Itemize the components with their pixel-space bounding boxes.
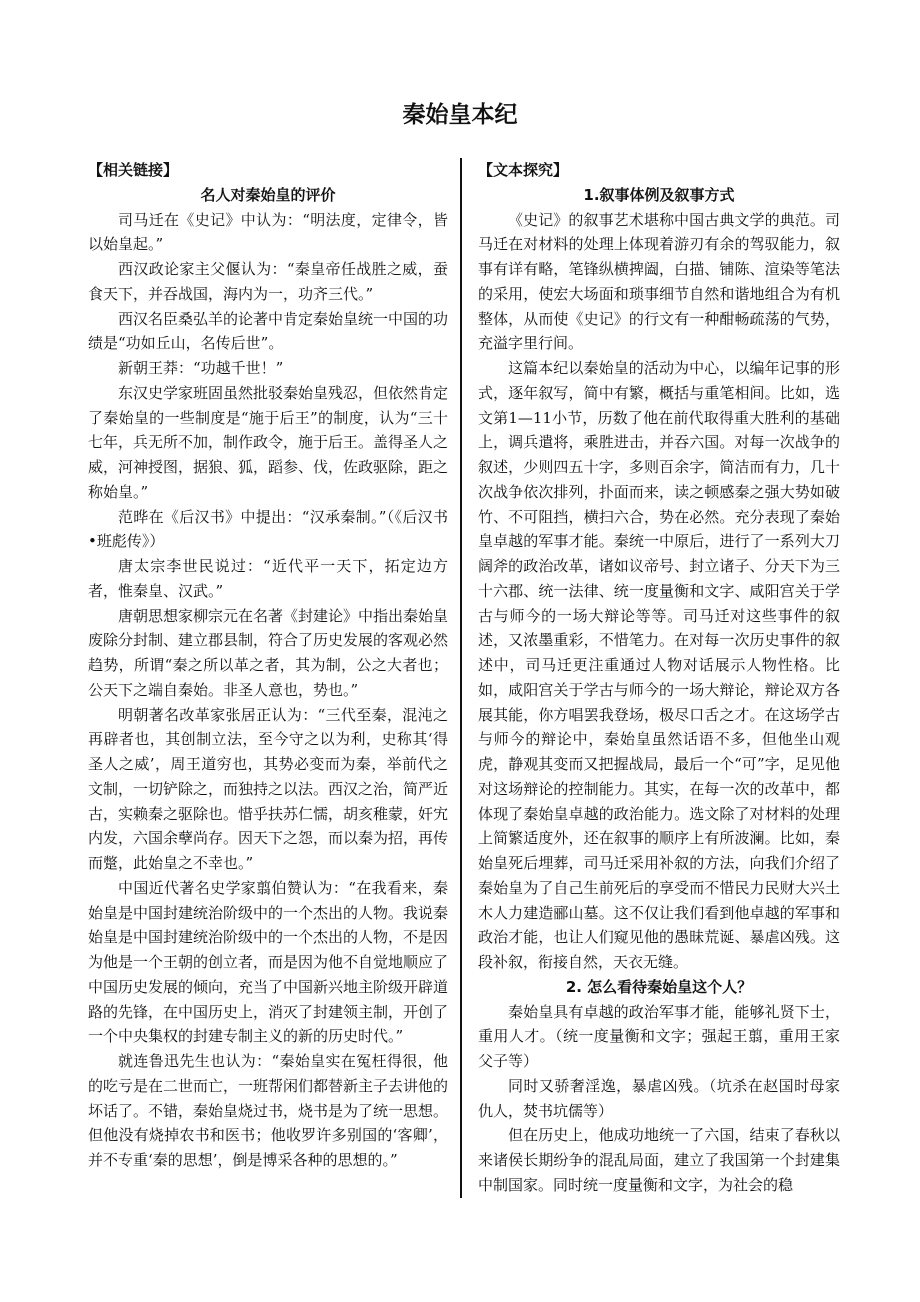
paragraph: 明朝著名改革家张居正认为：“三代至秦，混沌之再辟者也，其创制立法，至今守之以为利，史称其‘得圣人之威’，周王道穷也，其势必变而为秦，举前代之文制，一切铲除之，而独持之以法。西汉之治，简严近古，实赖秦之驱除也。惜乎扶苏仁懦，胡亥稚蒙，奸宄内发，六国余孽尚存。因天下之怨，而以秦为招，再传而蹩，此始皇之不幸也。” xyxy=(88,705,449,872)
page-title: 秦始皇本纪 xyxy=(402,102,518,128)
paragraph: 唐太宗李世民说过：“近代平一天下，拓定边方者，惟秦皇、汉武。” xyxy=(88,557,448,600)
paragraph: 西汉名臣桑弘羊的论著中肯定秦始皇统一中国的功绩是“功如丘山，名传后世”。 xyxy=(88,309,449,353)
paragraph: 东汉史学家班固虽然批驳秦始皇残忍，但依然肯定了秦始皇的一些制度是“施于后王”的制度，认为“三十七年，兵无所不加，制作政令，施于后王。盖得圣人之威，河神授图，据狼、狐，蹈参、伐，佐政驱除，距之称始皇。” xyxy=(88,383,449,501)
column-divider xyxy=(460,158,462,1198)
subheading-how-to-view: 2. 怎么看待秦始皇这个人？ xyxy=(565,977,753,996)
left-column xyxy=(88,158,448,1173)
subheading-evaluations: 名人对秦始皇的评价 xyxy=(200,185,336,204)
paragraph: 新朝王莽：“功越千世！” xyxy=(118,359,284,377)
section-heading-related-links: 【相关链接】 xyxy=(88,161,179,179)
paragraph: 西汉政论家主父偃认为：“秦皇帝任战胜之威，蚕食天下，并吞战国，海内为一，功齐三代。” xyxy=(88,260,448,303)
paragraph: 司马迁在《史记》中认为：“明法度，定律令，皆以始皇起。” xyxy=(88,210,448,254)
paragraph: 但在历史上，他成功地统一了六国，结束了春秋以来诸侯长期纷争的混乱局面，建立了我国第一个封建集中制国家。同时统一度量衡和文字，为社会的稳 xyxy=(478,1126,840,1194)
paragraph: 唐朝思想家柳宗元在名著《封建论》中指出秦始皇废除分封制、建立郡县制，符合了历史发展的客观必然趋势，所谓“秦之所以革之者，其为制，公之大者也；公天下之端自秦始。非圣人意也，势也。” xyxy=(88,606,449,699)
paragraph: 中国近代著名史学家翦伯赞认为：“在我看来，秦始皇是中国封建统治阶级中的一个杰出的人物。我说秦始皇是中国封建统治阶级中的一个杰出的人物，不是因为他是一个王朝的创立者，而是因为他不自觉地顺应了中国历史发展的倾向，充当了中国新兴地主阶级开辟道路的先锋，在中国历史上，消灭了封建领主制，开创了一个中央集权的封建专制主义的新的历史时代。” xyxy=(88,878,449,1046)
subheading-narrative-style: 1.叙事体例及叙事方式 xyxy=(583,185,735,204)
section-heading-text-inquiry: 【文本探究】 xyxy=(478,161,569,179)
paragraph: 就连鲁迅先生也认为：“秦始皇实在冤枉得很，他的吃亏是在二世而亡，一班帮闲们都替新主子去讲他的坏话了。不错，秦始皇烧过书，烧书是为了统一思想。但他没有烧掉农书和医书；他收罗许多别国的‘客卿’，并不专重‘秦的思想’，倒是博采各种的思想的。” xyxy=(88,1052,449,1169)
paragraph: 范晔在《后汉书》中提出：“汉承秦制。”（《后汉书•班彪传》） xyxy=(88,507,448,551)
right-column xyxy=(478,158,840,1198)
paragraph: 《史记》的叙事艺术堪称中国古典文学的典范。司马迁在对材料的处理上体现着游刃有余的驾驭能力，叙事有详有略，笔锋纵横捭阖，白描、铺陈、渲染等笔法的采用，使宏大场面和琐事细节自然和谐地组合为有机整体，从而使《史记》的行文有一种酣畅疏荡的气势，充溢字里行间。 xyxy=(478,210,840,353)
paragraph: 这篇本纪以秦始皇的活动为中心，以编年记事的形式，逐年叙写，简中有繁，概括与重笔相间。比如，选文第1—11小节，历数了他在前代取得重大胜利的基础上，调兵遣将，乘胜进击，并吞六国。对每一次战争的叙述，少则四五十字，多则百余字，简洁而有力，几十次战争依次排列，扑面而来，读之顿感秦之强大势如破竹、不可阻挡，横扫六合，势在必然。充分表现了秦始皇卓越的军事才能。秦统一中原后，进行了一系列大刀阔斧的政治改革，诸如议帝号、封立诸子、分天下为三十六郡、统一法律、统一度量衡和文字、咸阳宫关于学古与师今的一场大辩论等等。司马迁对这些事件的叙述，又浓墨重彩，不惜笔力。在对每一次历史事件的叙述中，司马迁更注重通过人物对话展示人物性格。比如，咸阳宫关于学古与师今的一场大辩论，辩论双方各展其能，你方唱罢我登场，极尽口舌之才。在这场学古与师今的辩论中，秦始皇虽然话语不多，但他坐山观虎，静观其变而又把握战局，最后一个“可”字，足见他对这场辩论的控制能力。其实，在每一次的改革中，都体现了秦始皇卓越的政治能力。选文除了对材料的处理上简繁适度外，还在叙事的顺序上有所波澜。比如，秦始皇死后埋葬，司马迁采用补叙的方法，向我们介绍了秦始皇为了自己生前死后的享受而不惜民力民财大兴土木人力建造郦山墓。这不仅让我们看到他卓越的军事和政治才能，也让人们窥见他的愚昧荒诞、暴虐凶残。这段补叙，衔接自然，天衣无缝。 xyxy=(478,359,840,971)
paragraph: 同时又骄奢淫逸，暴虐凶残。（坑杀在赵国时母家仇人，焚书坑儒等） xyxy=(478,1076,840,1120)
paragraph: 秦始皇具有卓越的政治军事才能，能够礼贤下士，重用人才。（统一度量衡和文字；强起王翦，重用王家父子等） xyxy=(478,1002,840,1070)
